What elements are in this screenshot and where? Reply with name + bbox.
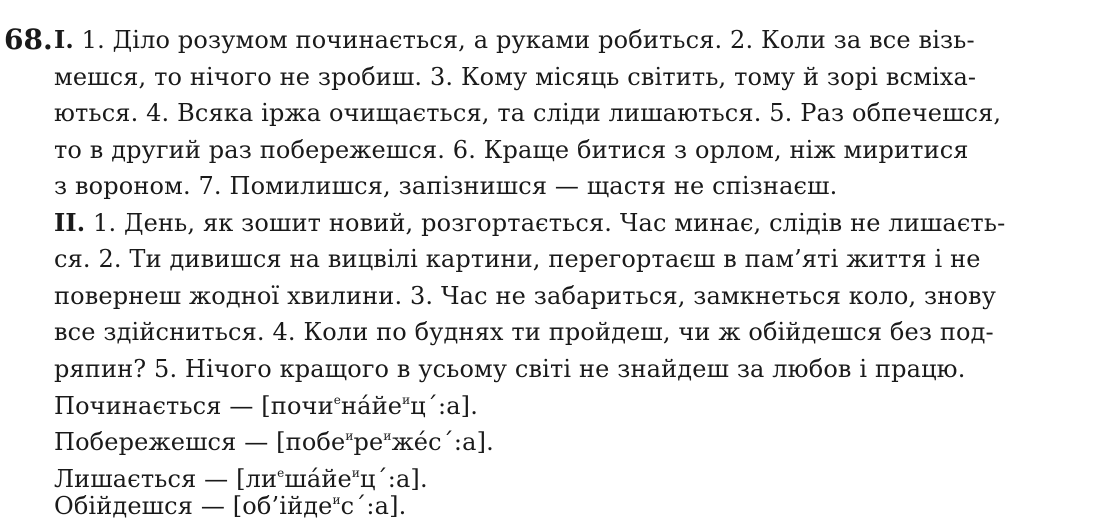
transcription-2: Побережешся — $[побе^ире^иже́с´:а]$. (54, 428, 494, 456)
transcription-3: Лишається — $[ли^еша́йе^иц´:а]$. (54, 465, 428, 493)
text-line-6 (54, 208, 1005, 238)
exercise-number: 68. (4, 23, 53, 56)
text-line-7: ся. 2. Ти дивишся на вицвілі картини, перегортаєш в пам’яті життя і не (54, 245, 981, 273)
text-line-8: повернеш жодної хвилини. 3. Час не забариться, замкнеться коло, знову (54, 282, 996, 310)
part-2-label: II. (54, 208, 86, 237)
text-line-3: ються. 4. Всяка іржа очищається, та сліди лишаються. 5. Раз обпечешся, (54, 99, 1002, 127)
line-6-text: 1. День, як зошит новий, розгортається. Час минає, слідів не лишаєть- (93, 209, 1006, 237)
text-line-9: все здійсниться. 4. Коли по буднях ти пройдеш, чи ж обійдешся без под- (54, 318, 994, 346)
text-line-5: з вороном. 7. Помилишся, запізнишся — щастя не спізнаєш. (54, 172, 838, 200)
text-line-1 (54, 25, 1100, 55)
part-1-label: I. (54, 25, 74, 54)
transcription-1: Починається — $[почи^ена́йе^иц´:а]$. (54, 392, 478, 420)
text-line-2: мешся, то нічого не зробиш. 3. Кому місяць світить, тому й зорі всміха- (54, 63, 977, 91)
text-line-10: ряпин? 5. Нічого кращого в усьому світі не знайдеш за любов і працю. (54, 355, 966, 383)
text-line-4: то в другий раз побережешся. 6. Краще битися з орлом, ніж миритися (54, 136, 969, 164)
line-1-text: 1. Діло розумом починається, а руками робиться. 2. Коли за все візь- (81, 26, 975, 54)
transcription-4: Обійдешся — [об’ійде$^и$с´:а]. (54, 492, 407, 520)
